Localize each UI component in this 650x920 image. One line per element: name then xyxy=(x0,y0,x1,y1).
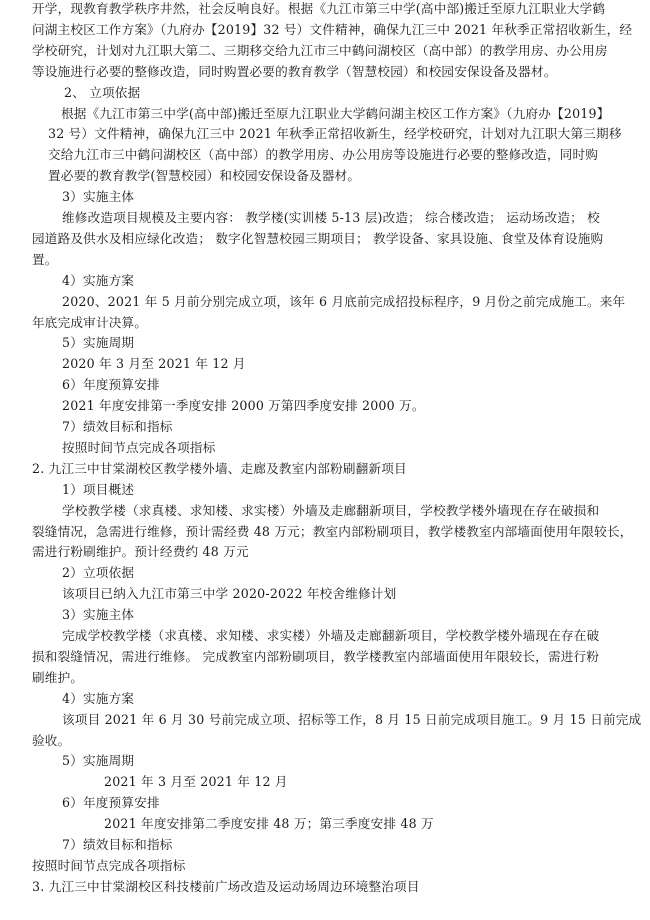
text-line: 2021 年 3 月至 2021 年 12 月 xyxy=(104,774,288,790)
text-line: 损和裂缝情况，需进行维修。 完成教室内部粉刷项目，教学楼教室内部墙面使用年限较长，需进行粉 xyxy=(32,648,600,664)
text-line: 交给九江市三中鹤问湖校区（高中部）的教学用房、办公用房等设施进行必要的整修改造，同时购 xyxy=(48,147,599,163)
text-line: 需进行粉刷维护。预计经费约 48 万元 xyxy=(32,544,249,560)
text-line: 裂缝情况，急需进行维修，预计需经费 48 万元；教室内部粉刷项目，教学楼教室内部墙面使用年限较长， xyxy=(32,523,633,539)
subsection-heading: 4）实施方案 xyxy=(62,272,135,288)
subsection-heading: 3）实施主体 xyxy=(62,189,135,205)
section-heading: 2、 立项依据 xyxy=(64,84,141,100)
text-line: 完成学校教学楼（求真楼、求知楼、求实楼）外墙及走廊翻新项目，学校教学楼外墙现在存在破 xyxy=(62,628,600,643)
text-line: 年底完成审计决算。 xyxy=(32,314,148,330)
text-line: 置。 xyxy=(32,251,58,267)
subsection-heading: 7）绩效目标和指标 xyxy=(62,419,173,434)
subsection-heading: 2）立项依据 xyxy=(62,565,135,581)
text-line: 园道路及供水及相应绿化改造； 数字化智慧校园三期项目； 教学设备、家具设施、食堂及体育设施购 xyxy=(32,230,604,246)
text-line: 7）绩效目标和指标 xyxy=(62,837,173,852)
text-line: 等设施进行必要的整修改造，同时购置必要的教育教学（智慧校园）和校园安保设备及器材。 xyxy=(32,63,557,79)
subsection-heading: 5）实施周期 xyxy=(62,753,135,769)
text-line: 该项目已纳入九江市第三中学 2020-2022 年校舍维修计划 xyxy=(62,586,397,602)
subsection-heading: 6）年度预算安排 xyxy=(62,795,160,811)
subsection-heading: 3）实施主体 xyxy=(62,607,135,623)
text-line: 2021 年度安排第一季度安排 2000 万第四季度安排 2000 万。 xyxy=(62,398,425,414)
text-line: 根据《九江市第三中学(高中部)搬迁至原九江职业大学鹤问湖主校区工作方案》（九府办【2019】 xyxy=(61,105,610,121)
text-line: 32 号）文件精神，确保九江三中 2021 年秋季正常招收新生，经学校研究，计划对九江职大第三期移 xyxy=(48,126,622,142)
subsection-heading: 6）年度预算安排 xyxy=(62,377,160,393)
text-line: 该项目 2021 年 6 月 30 号前完成立项、招标等工作，8 月 15 日前完成项目施工。9 月 15 日前完成 xyxy=(62,711,642,727)
text-line: 2021 年度安排第二季度安排 48 万；第三季度安排 48 万 xyxy=(104,816,434,832)
text-line: 问湖主校区工作方案》（九府办【2019】32 号）文件精神，确保九江三中 2021 年秋季正常招收新生，经 xyxy=(32,21,633,37)
text-line: 维修改造项目规模及主要内容： 教学楼(实训楼 5-13 层)改造； 综合楼改造； 运动场改造； 校 xyxy=(62,210,600,225)
text-line: 学校研究，计划对九江职大第二、三期移交给九江市三中鹤问湖校区（高中部）的教学用房、办公用房 xyxy=(32,42,608,58)
subsection-heading: 4）实施方案 xyxy=(62,690,135,706)
text-line: 刷维护。 xyxy=(32,669,84,685)
text-line: 3. 九江三中甘棠湖校区科技楼前广场改造及运动场周边环境整治项目 xyxy=(32,878,420,894)
text-line: 按照时间节点完成各项指标 xyxy=(32,857,186,873)
text-line: 置必要的教育教学(智慧校园）和校园安保设备及器材。 xyxy=(48,168,361,184)
text-line: 验收。 xyxy=(32,732,71,748)
text-line: 开学，现教育教学秩序井然，社会反响良好。根据《九江市第三中学(高中部)搬迁至原九江职业大学鹤 xyxy=(32,1,606,16)
text-line: 2020、2021 年 5 月前分别完成立项，该年 6 月底前完成招投标程序，9 月份之前完成施工。来年 xyxy=(62,293,626,309)
text-line: 按照时间节点完成各项指标 xyxy=(62,439,216,455)
item-heading: 2. 九江三中甘棠湖校区教学楼外墙、走廊及教室内部粉刷翻新项目 xyxy=(32,460,407,476)
text-line: 学校教学楼（求真楼、求知楼、求实楼）外墙及走廊翻新项目，学校教学楼外墙现在存在破损和 xyxy=(62,502,600,518)
text-line: 2020 年 3 月至 2021 年 12 月 xyxy=(62,356,246,372)
subsection-heading: 5）实施周期 xyxy=(62,335,135,351)
subsection-heading: 1）项目概述 xyxy=(62,481,135,497)
